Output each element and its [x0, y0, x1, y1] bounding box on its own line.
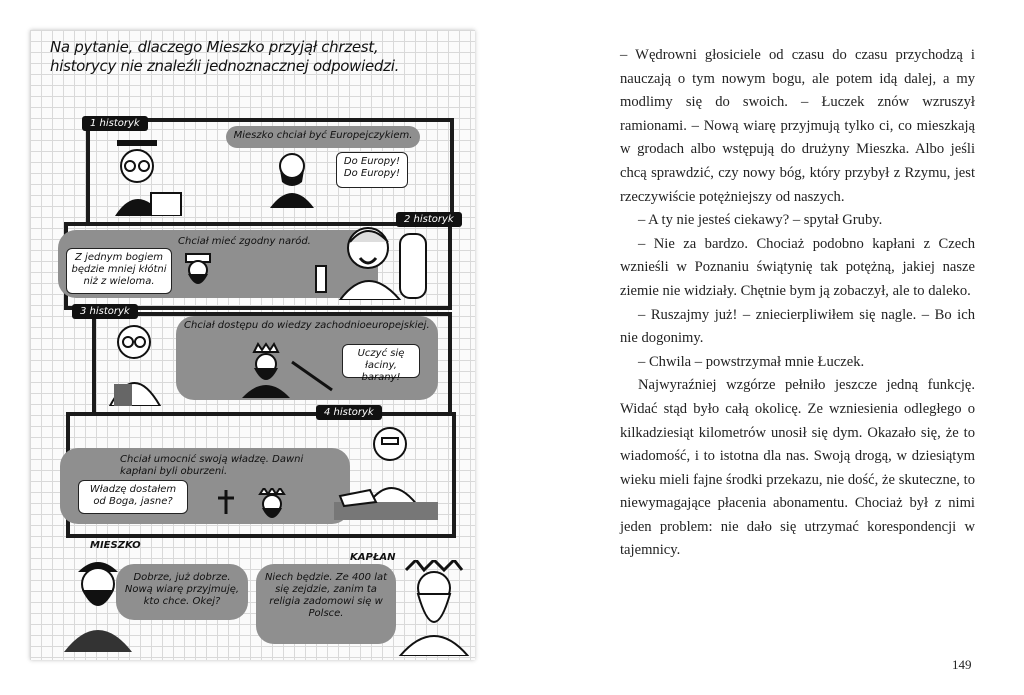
- mieszko-figure-4: [214, 488, 304, 528]
- panel-3-reply: Uczyć się łaciny, barany!: [342, 344, 420, 378]
- panel-4-reply: Władzę dostałem od Boga, jasne?: [78, 480, 188, 514]
- panel-2-reply: Z jednym bogiem będzie mniej kłótni niż z wieloma.: [66, 248, 172, 294]
- story-text: [620, 44, 975, 563]
- mieszko-figure-2: [178, 252, 218, 294]
- mieszko-bubble: Dobrze, już dobrze. Nową wiarę przyjmuję, kto chce. Okej?: [116, 564, 248, 620]
- mieszko-figure-1: [262, 148, 322, 208]
- kaplan-figure: [396, 560, 472, 656]
- panel-3-bubble: Chciał dostępu do wiedzy zachodnioeuropejskiej.: [176, 316, 438, 400]
- panel-2-tag: 2 historyk: [396, 212, 462, 227]
- panel-3-tag: 3 historyk: [72, 304, 138, 319]
- panel-1-bubble: Mieszko chciał być Europejczykiem.: [226, 126, 420, 148]
- kaplan-label: KAPŁAN: [350, 552, 396, 563]
- historian-4-figure: [330, 418, 442, 528]
- comic-page: [0, 0, 505, 695]
- historian-2-figure: [310, 222, 430, 300]
- paragraph: Najwyraźniej wzgórze pełniło jeszcze jedną funkcję. Widać stąd było całą okolicę. Ze wzniesienia odległego o kilkadziesiąt kilometrów unosił się dym. Okazało się, że to wiadomość, i to istotna dla nas. Swoją drogą, w dziesiątym wieku mieli fajne środki przekazu, nie dość, że skuteczne, to niewymagające płacenia abonamentu. Chociaż był z nimi jeden problem: nie dało się utrzymać korespondencji w tajemnicy.: [620, 377, 975, 559]
- panel-4-bubble: Chciał umocnić swoją władzę. Dawni kapłani byli oburzeni.: [60, 448, 350, 524]
- mieszko-figure-3: [232, 342, 342, 398]
- panel-1-reply: Do Europy! Do Europy!: [336, 152, 408, 188]
- historian-3-figure: [98, 320, 188, 406]
- paragraph: – Nie za bardzo. Chociaż podobno kapłani z Czech wznieśli w Poznaniu świątynię tak potężną, jakiej nasze ziemie nie widziały. Chętnie bym ją zobaczył, ale to daleko.: [620, 235, 975, 299]
- paragraph: – Wędrowni głosiciele od czasu do czasu przychodzą i nauczają o tym nowym bogu, ale potem idą dalej, a my modlimy się do swoich. – Łuczek znów wzruszył ramionami. – Nową wiarę przyjmują tylko ci, co mieszkają w grodach albo wstępują do drużyny Mieszka. Albo jeśli chcą sprawdzić, czy nowy bóg, który przybył z Rzymu, jest rzeczywiście potężniejszy od naszych.: [620, 47, 975, 205]
- panel-2-bubble: Chciał mieć zgodny naród.: [58, 230, 378, 298]
- kaplan-bubble: Niech będzie. Ze 400 lat się zejdzie, zanim ta religia zadomowi się w Polsce.: [256, 564, 396, 644]
- paragraph: – Chwila – powstrzymał mnie Łuczek.: [638, 353, 865, 370]
- panel-4-tag: 4 historyk: [316, 405, 382, 420]
- paragraph: – Ruszajmy już! – zniecierpliwiłem się nagle. – Bo ich nie dogonimy.: [620, 306, 975, 347]
- panel-1-tag: 1 historyk: [82, 116, 148, 131]
- paragraph: – A ty nie jesteś ciekawy? – spytał Gruby.: [638, 212, 883, 229]
- page-number: 149: [952, 657, 972, 672]
- mieszko-label: MIESZKO: [90, 540, 141, 551]
- historian-1-figure: [105, 138, 185, 216]
- comic-intro: Na pytanie, dlaczego Mieszko przyjął chrzest, historycy nie znaleźli jednoznacznej odpowiedzi.: [50, 38, 400, 75]
